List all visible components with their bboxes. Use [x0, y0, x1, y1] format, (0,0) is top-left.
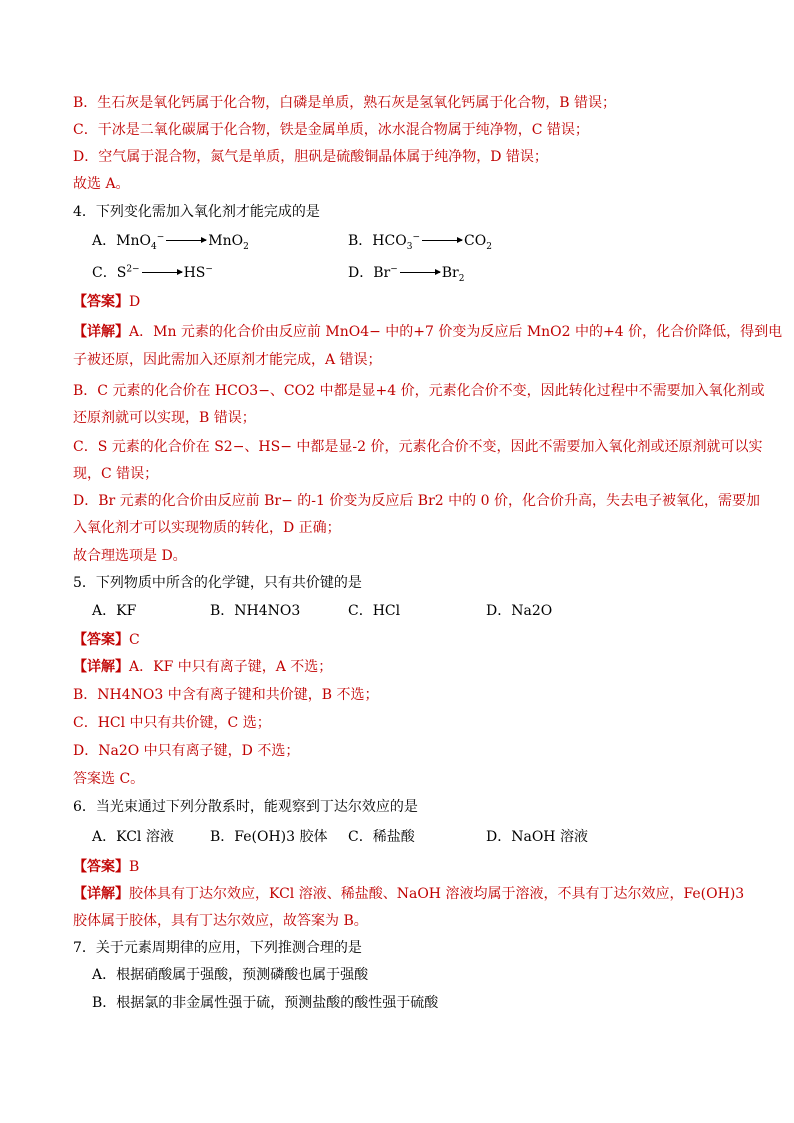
- q6-option-d: D．NaOH 溶液: [486, 829, 588, 845]
- q6-detail-2: 胶体属于胶体，具有丁达尔效应，故答案为 B。: [73, 913, 368, 929]
- q4-option-a: A．MnO$_4$− MnO$_2$: [92, 232, 249, 252]
- q3-explanation-b: B．生石灰是氧化钙属于化合物，白磷是单质，熟石灰是氢氧化钙属于化合物，B 错误；: [73, 95, 617, 111]
- q4-stem: 4．下列变化需加入氧化剂才能完成的是: [73, 204, 320, 220]
- q3-explanation-c: C．干冰是二氧化碳属于化合物，铁是金属单质，冰水混合物属于纯净物，C 错误；: [73, 122, 589, 138]
- reaction-arrow-icon: [166, 240, 206, 241]
- q4-detail-b-1: B．C 元素的化合价在 HCO3−、CO2 中都是显+4 价，元素化合价不变，因此转化过程中不需要加入氧化剂或: [73, 383, 765, 399]
- q5-stem: 5．下列物质中所含的化学键，只有共价键的是: [73, 575, 362, 591]
- q6-option-a: A．KCl 溶液: [92, 829, 174, 845]
- q7-option-b: B．根据氯的非金属性强于硫，预测盐酸的酸性强于硫酸: [92, 995, 439, 1011]
- reaction-arrow-icon: [142, 272, 182, 273]
- q6-stem: 6．当光束通过下列分散系时，能观察到丁达尔效应的是: [73, 799, 418, 815]
- q4-detail-c-1: C．S 元素的化合价在 S2−、HS− 中都是显-2 价，元素化合价不变，因此不需要加入氧化剂或还原剂就可以实: [73, 439, 763, 455]
- q5-answer: 【答案】C: [73, 632, 140, 648]
- q4-answer: 【答案】D: [73, 294, 141, 310]
- q3-conclusion: 故选 A。: [73, 176, 130, 192]
- q3-explanation-d: D．空气属于混合物，氮气是单质，胆矾是硫酸铜晶体属于纯净物，D 错误；: [73, 149, 548, 165]
- q7-stem: 7．关于元素周期律的应用，下列推测合理的是: [73, 940, 362, 956]
- q4-detail-a-2: 子被还原，因此需加入还原剂才能完成，A 错误；: [73, 352, 382, 368]
- q5-option-c: C．HCl: [348, 603, 401, 619]
- q6-answer: 【答案】B: [73, 859, 140, 875]
- q6-option-c: C．稀盐酸: [348, 829, 415, 845]
- q4-detail-d-1: D．Br 元素的化合价由反应前 Br− 的-1 价变为反应后 Br2 中的 0 价，化合价升高，失去电子被氧化，需要加: [73, 493, 760, 509]
- q4-detail-b-2: 还原剂就可以实现，B 错误；: [73, 410, 256, 426]
- q4-detail-a-1: 【详解】A．Mn 元素的化合价由反应前 MnO4− 中的+7 价变为反应后 MnO2 中的+4 价，化合价降低，得到电: [73, 324, 783, 340]
- q5-option-b: B．NH4NO3: [210, 603, 301, 619]
- q5-option-d: D．Na2O: [486, 603, 553, 619]
- q4-option-d: D．Br− $Br_2$: [348, 264, 465, 284]
- q4-option-c: C．$S^{2-}$ HS−: [92, 264, 213, 281]
- q5-detail-b: B．NH4NO3 中含有离子键和共价键，B 不选；: [73, 687, 379, 703]
- q5-option-a: A．KF: [92, 603, 137, 619]
- q4-detail-d-2: 入氧化剂才可以实现物质的转化，D 正确；: [73, 520, 341, 536]
- q4-conclusion: 故合理选项是 D。: [73, 548, 187, 564]
- q4-detail-c-2: 现，C 错误；: [73, 466, 159, 482]
- reaction-arrow-icon: [422, 240, 462, 241]
- q5-detail-a: 【详解】A．KF 中只有离子键，A 不选；: [73, 659, 333, 675]
- q4-option-b: B．$HCO_3^-$ $CO_2$: [348, 232, 492, 252]
- q5-detail-d: D．Na2O 中只有离子键，D 不选；: [73, 743, 300, 759]
- q5-conclusion: 答案选 C。: [73, 771, 145, 787]
- q5-detail-c: C．HCl 中只有共价键，C 选；: [73, 715, 271, 731]
- q7-option-a: A．根据硝酸属于强酸，预测磷酸也属于强酸: [92, 967, 369, 983]
- reaction-arrow-icon: [400, 272, 440, 273]
- q6-option-b: B．Fe(OH)3 胶体: [210, 829, 328, 845]
- q6-detail-1: 【详解】胶体具有丁达尔效应，KCl 溶液、稀盐酸、NaOH 溶液均属于溶液，不具有丁达尔效应，Fe(OH)3: [73, 886, 745, 902]
